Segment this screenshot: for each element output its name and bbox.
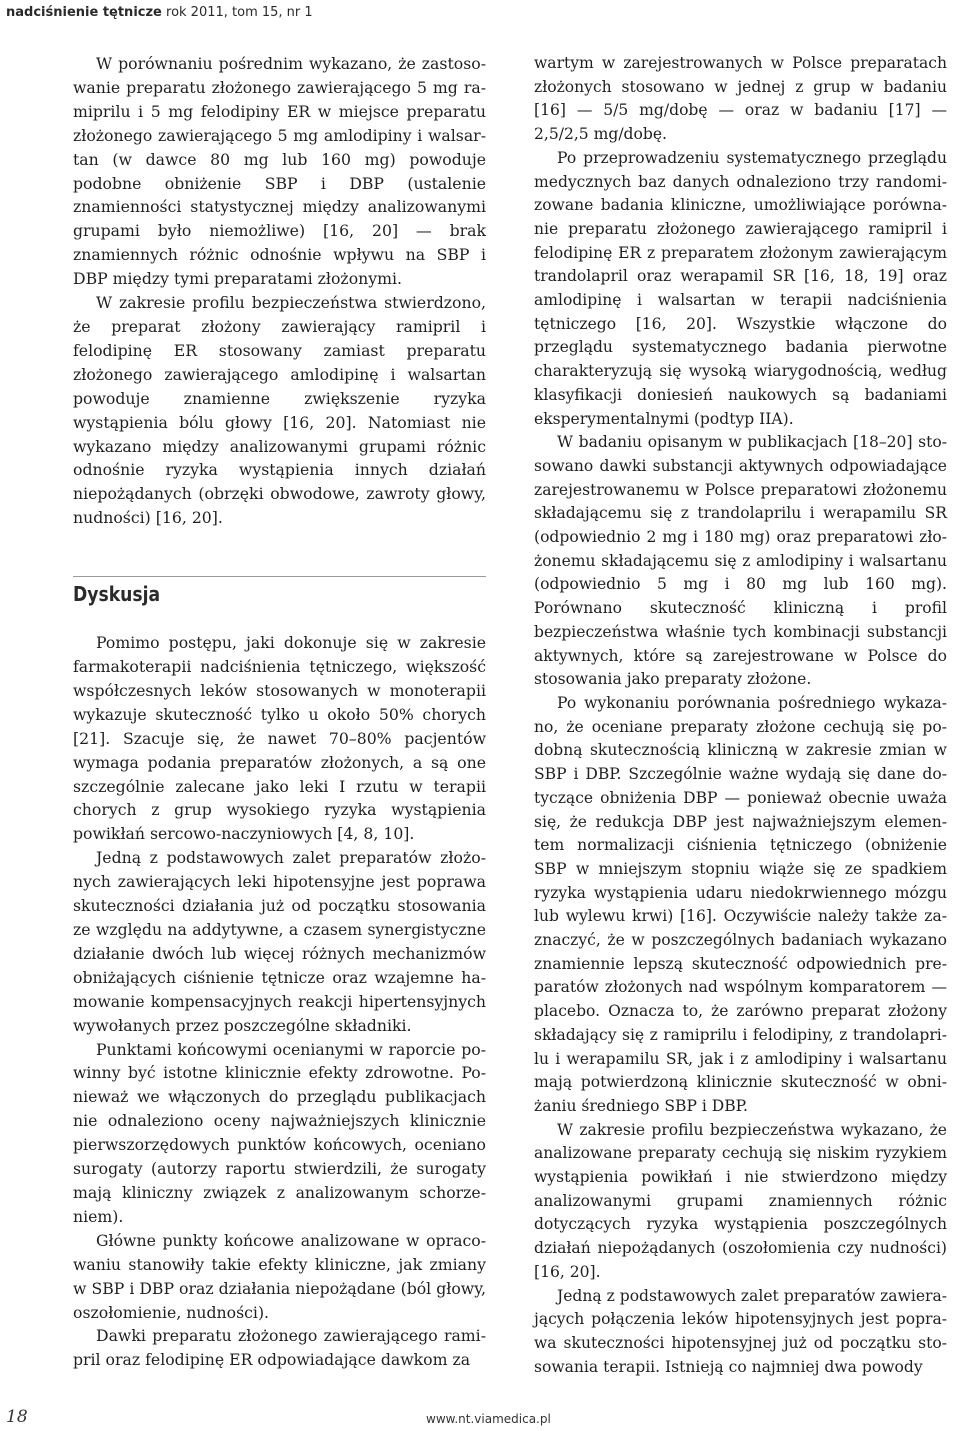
running-header bbox=[6, 5, 313, 20]
journal-title: nadciśnienie tętnicze bbox=[6, 5, 162, 20]
section-heading: Dyskusja bbox=[73, 582, 161, 607]
paragraph: Punktami końcowymi ocenianymi w raporcie powinny być istotne klinicznie efekty zdrowotne. Ponieważ we włączonych do przeglądu publikacjach nie odnaleziono oceny najważniejszych klinicznie pierwszorzędowych punktów końcowych, oceniano surogaty (autorzy raportu stwierdzili, że surogaty mają kliniczny związek z analizowanym schorzeniem). bbox=[73, 1039, 486, 1226]
journal-issue: rok 2011, tom 15, nr 1 bbox=[161, 5, 313, 20]
paragraph: Dawki preparatu złożonego zawierającego ramipril oraz felodipinę ER odpowiadające dawkom za bbox=[73, 1326, 486, 1370]
paragraph: wartym w zarejestrowanych w Polsce preparatach złożonych stosowano w jednej z grup w badaniu [16] — 5/5 mg/dobę — oraz w badaniu [17] — 2,5/2,5 mg/dobę. bbox=[534, 54, 947, 144]
paragraph: W zakresie profilu bezpieczeństwa wykazano, że analizowane preparaty cechują się niskim ryzykiem wystąpienia powikłań i nie stwierdzono między analizowanymi grupami znamiennych różnic dotyczących ryzyka wystąpienia poszczególnych działań niepożądanych (oszołomienia czy nudności) [16, 20]. bbox=[534, 1120, 947, 1281]
paragraph: W zakresie profilu bezpieczeństwa stwierdzono, że preparat złożony zawierający ramipril i felodipinę ER stosowany zamiast preparatu złożonego zawierającego amlodipinę i walsartan powoduje znamienne zwiększenie ryzyka wystąpienia bólu głowy [16, 20]. Natomiast nie wykazano między analizowanymi grupami różnic odnośnie ryzyka wystąpienia innych działań niepożądanych (obrzęki obwodowe, zawroty głowy, nudności) [16, 20]. bbox=[73, 293, 486, 528]
paragraph: Jedną z podstawowych zalet preparatów zawierających połączenia leków hipotensyjnych jest poprawa skuteczności hipotensyjnej już od początku stosowania terapii. Istnieją co najmniej dwa powody bbox=[534, 1286, 948, 1376]
paragraph: Pomimo postępu, jaki dokonuje się w zakresie farmakoterapii nadciśnienia tętniczego, większość współczesnych leków stosowanych w monoterapii wykazuje skuteczność tylko u około 50% chorych [21]. Szacuje się, że nawet 70–80% pacjentów wymaga podania preparatów złożonych, a są one szczególnie zalecane jako leki I rzutu w terapii chorych z grup wysokiego ryzyka wystąpienia powikłań sercowo-naczyniowych [4, 8, 10]. bbox=[73, 633, 486, 844]
paragraph: W porównaniu pośrednim wykazano, że zastosowanie preparatu złożonego zawierającego 5 mg ramiprilu i 5 mg felodipiny ER w miejsce preparatu złożonego zawierającego 5 mg amlodipiny i walsartan (w dawce 80 mg lub 160 mg) powoduje podobne obniżenie SBP i DBP (ustalenie znamienności statystycznej między analizowanymi grupami było niemożliwe) [16, 20] — brak znamiennych różnic odnośnie wpływu na SBP i DBP między tymi preparatami złożonymi. bbox=[73, 54, 486, 289]
paragraph: Po przeprowadzeniu systematycznego przeglądu medycznych baz danych odnaleziono trzy randomizowane badania kliniczne, umożliwiające porównanie preparatu złożonego zawierającego ramipril i felodipinę ER z preparatem złożonym zawierającym trandolapril oraz werapamil SR [16, 18, 19] oraz amlodipinę i walsartan w terapii nadciśnienia tętniczego [16, 20]. Wszystkie włączone do przeglądu systematycznego badania pierwotne charakteryzują się wysoką wiarygodnością, według klasyfikacji doniesień naukowych są badaniami eksperymentalnymi (podtyp IIA). bbox=[534, 148, 947, 428]
left-column bbox=[73, 52, 486, 1372]
paragraph: Po wykonaniu porównania pośredniego wykazano, że oceniane preparaty złożone cechują się podobną skutecznością kliniczną w zakresie zmian w SBP i DBP. Szczególnie ważne wydają się dane dotyczące obniżenia DBP — ponieważ obecnie uważa się, że redukcja DBP jest najważniejszym elementem normalizacji ciśnienia tętniczego (obniżenie SBP w mniejszym stopniu wiąże się ze spadkiem ryzyka wystąpienia udaru niedokrwiennego mózgu lub wylewu krwi) [16]. Oczywiście należy także zaznaczyć, że w poszczególnych badaniach wykazano znamiennie lepszą skuteczność odpowiednich preparatów złożonych nad wspólnym komparatorem — placebo. Oznacza to, że zarówno preparat złożony składający się z ramiprilu i felodipiny, z trandolaprilu i werapamilu SR, jak i z amlodipiny i walsartanu mają potwierdzoną klinicznie skuteczność w obniżaniu średniego SBP i DBP. bbox=[534, 693, 947, 1115]
footer-url[interactable]: www.nt.viamedica.pl bbox=[426, 1412, 551, 1426]
page-number: 18 bbox=[6, 1407, 28, 1427]
paragraph: Jedną z podstawowych zalet preparatów złożonych zawierających leki hipotensyjne jest poprawa skuteczności działania już od początku stosowania ze względu na addytywne, a czasem synergistyczne działanie dwóch lub więcej różnych mechanizmów obniżających ciśnienie tętnicze oraz wzajemne hamowanie kompensacyjnych reakcji hipertensyjnych wywołanych przez poszczególne składniki. bbox=[73, 848, 486, 1035]
right-column bbox=[534, 52, 947, 1379]
paragraph: Główne punkty końcowe analizowane w opracowaniu stanowiły takie efekty kliniczne, jak zmiany w SBP i DBP oraz działania niepożądane (ból głowy, oszołomienie, nudności). bbox=[73, 1230, 486, 1322]
paragraph: W badaniu opisanym w publikacjach [18–20] stosowano dawki substancji aktywnych odpowiadające zarejestrowanemu w Polsce preparatowi złożonemu składającemu się z trandolaprilu i werapamilu SR (odpowiednio 2 mg i 180 mg) oraz preparatowi złożonemu składającemu się z amlodipiny i walsartanu (odpowiednio 5 mg i 80 mg lub 160 mg). Porównano skuteczność kliniczną i profil bezpieczeństwa właśnie tych kombinacji substancji aktywnych, które są zarejestrowane w Polsce do stosowania jako preparaty złożone. bbox=[534, 433, 947, 689]
section-divider bbox=[73, 576, 486, 577]
